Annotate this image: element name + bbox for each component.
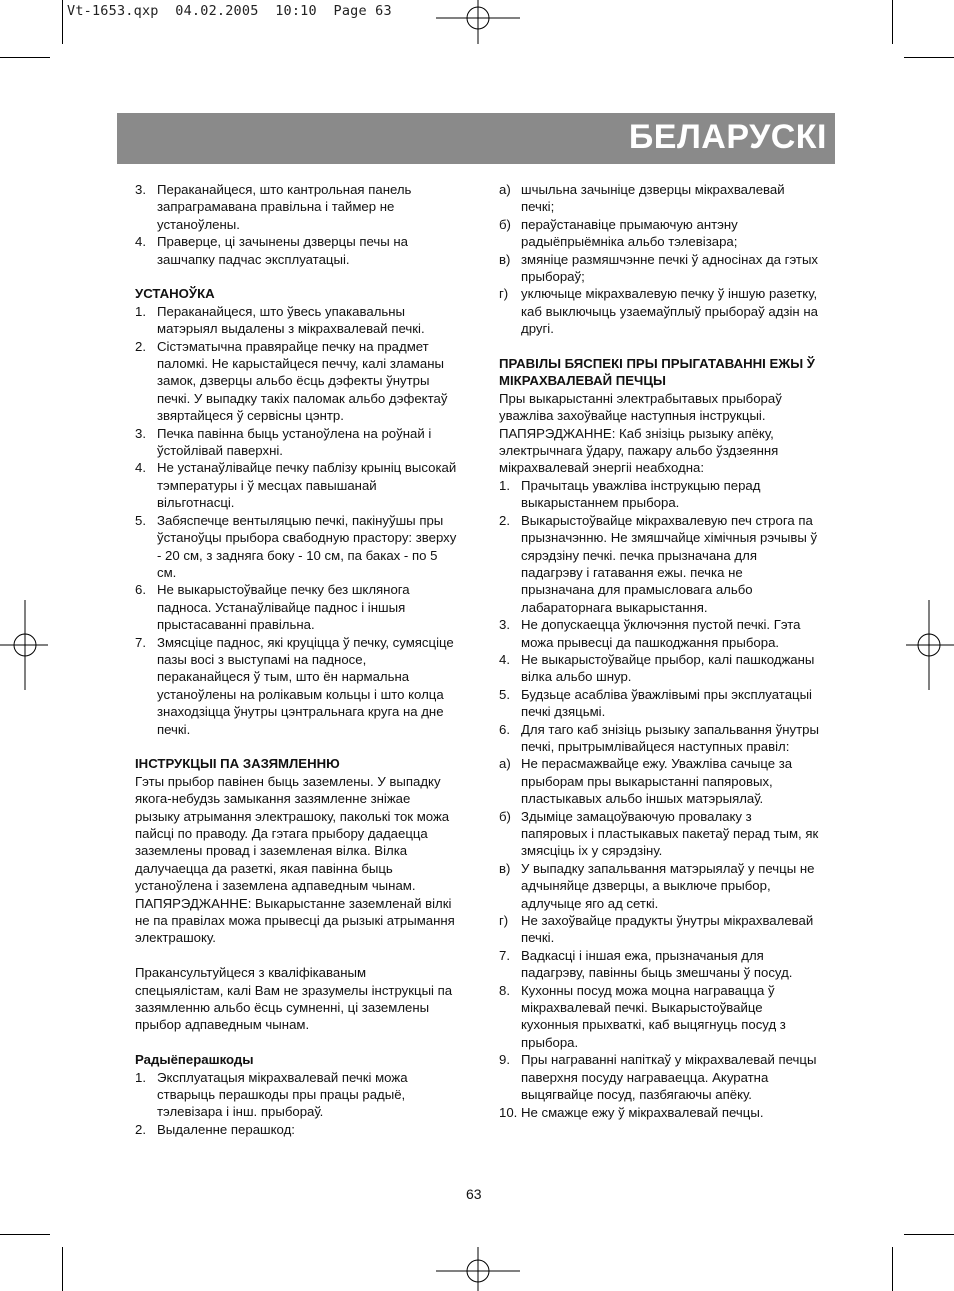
paragraph: Гэты прыбор павінен быць заземлены. У выпадку якога-небудзь замыкання зазямленне зніжае рызыку атрымання электрашоку, паколькі ток можа пайсці по праводу. Да гэтага прыбору дадаецца заземлены провад і заземленая вілка. Вілка далучаецца да разеткі, якая павінна быць устаноўлена і заземлена адпаведным чынам. [135,773,450,894]
list-item-text: Пераканайцеся, што ўвесь упакавальны матэрыял выдалены з мікрахвалевай печкі. [157,303,425,337]
list-item-text: Не выкарыстоўвайце печку без шклянога падноса. Устанаўлівайце паднос і іншыя прыстасаванні правільна. [157,582,410,633]
section-heading: ІНСТРУКЦЫІ ПА ЗАЗЯМЛЕННЮ [135,756,340,772]
list-item-marker: 6. [499,721,510,737]
list-item [499,477,819,512]
crop-mark [904,1234,954,1235]
list-item-text: пераўстанавіце прымаючую антэну радыёпрыёмніка альбо тэлевізара; [521,216,738,250]
list-item [499,251,819,286]
crop-mark [892,1247,893,1291]
list-item-text: Кухонны посуд можа моцна награвацца ў мікрахвалевай печкі. Выкарыстоўвайце кухонныя прыхваткі, каб выцягнуць посуд з прыбора. [521,982,786,1050]
section-heading: Радыёперашкоды [135,1052,254,1068]
list-item-marker: б) [499,216,511,232]
paragraph: 10. Не смажце ежу ў мікрахвалевай печцы. [499,1104,764,1120]
right-column [499,181,819,1121]
list-item-marker: 3. [499,617,510,633]
list-item-text: Печка павінна быць устаноўлена на роўнай і ўстойлівай паверхні. [157,425,432,459]
list-item [135,425,457,460]
list-item-marker: б) [499,808,511,824]
list-item-text: змяніце размяшчэнне печкі ў адносінах да гэтых прыбораў; [521,251,819,285]
list-item-text: Прачытаць уважліва інструкцыю перад выкарыстаннем прыбора. [521,477,761,511]
paragraph: ПАПЯРЭДЖАННЕ: Выкарыстанне заземленай вілкі не па правілах можа прывесці да рызыкі атрымання электрашоку. [135,895,455,946]
list-item-marker: 9. [499,1052,510,1068]
list-item-text: Не допускаецца ўключэння пустой печкі. Гэта можа прывесці да пашкоджання прыбора. [521,617,801,650]
list-item-text: Выдаленне перашкод: [157,1121,295,1137]
list-item-marker: 2. [135,338,146,354]
spacer [135,947,457,964]
list-item-marker: 5. [499,686,510,702]
list-item [135,303,457,338]
list-item [135,338,457,425]
list-item-text: шчыльна зачыніце дзверцы мікрахвалевай печкі; [521,182,785,215]
crop-mark [904,57,954,58]
list-item-marker: 4. [135,234,146,250]
list-item-marker: г) [499,913,509,929]
spacer [135,738,457,755]
spacer [499,338,819,355]
list-item [499,616,819,651]
list-item [135,581,457,633]
list-item [499,285,819,337]
registration-mark-icon [906,600,954,690]
list-item [135,233,457,268]
paragraph: ПАПЯРЭДЖАННЕ: Каб знізіць рызыку апёку, электрычнага ўдару, пажару альбо ўздзеяння мікрахвалевай энергіі неабходна: [499,425,779,476]
list-item [135,1121,457,1138]
list-item [499,512,819,616]
list-item [135,512,457,582]
list-item-marker: 2. [135,1121,146,1137]
list-item-marker: 6. [135,582,146,598]
list-item [135,1069,457,1121]
list-item-text: Пераканайцеся, што кантрольная панель запраграмавана правільна і таймер не устаноўлены. [157,182,412,232]
list-item-text: Не перасмажвайце ежу. Уважліва сачыце за прыборам пры выкарыстанні папяровых, пластыкавых альбо іншых матэрыялаў. [521,756,793,807]
list-item-text: Забяспечце вентыляцыю печкі, пакінуўшы пры ўстаноўцы прыбора свабодную прастору: зверху - 20 см, з задняга боку - 10 см, па баках - по 5 см. [157,512,457,580]
list-item-marker: 2. [499,512,510,528]
list-item-marker: 7. [135,634,146,650]
spacer [135,268,457,285]
list-item [499,860,819,912]
list-item [135,181,457,233]
registration-mark-icon [436,1247,520,1291]
list-item-text: Выкарыстоўвайце мікрахвалевую печ строга па прызначэнню. Не змяшчайце хімічныя рэчывы ў сярэдзіну печкі. печка прызначана для падагрэву і гатавання ежы. печка не прызначана для прамысловага альбо лабараторнага выкарыстання. [521,512,818,615]
list-item-marker: 4. [135,460,146,476]
list-item-marker: 3. [135,425,146,441]
list-item-text: Не выкарыстоўвайце прыбор, калі пашкоджаны вілка альбо шнур. [521,651,815,685]
list-item-text: Эксплуатацыя мікрахвалевай печкі можа стварыць перашкоды пры працы радыё, тэлевізара і інш. прыбораў. [157,1069,408,1120]
list-item [499,808,819,860]
paragraph: Пры выкарыстанні электрабытавых прыбораў уважліва захоўвайце наступныя інструкцыі. [499,390,782,424]
section-heading: УСТАНОЎКА [135,286,215,302]
list-item-marker: 1. [135,303,146,319]
list-item [499,947,819,982]
list-item-text: У выпадку запальвання матэрыялаў у печцы не адчыняйце дзверцы, а выключе прыбор, адлучыце яго ад сеткі. [521,860,815,911]
list-item [499,216,819,251]
page-number: 63 [466,1186,482,1202]
list-item-marker: 3. [135,182,146,197]
registration-mark-icon [436,0,520,44]
spacer [135,1034,457,1051]
file-slug-line: Vt-1653.qxp 04.02.2005 10:10 Page 63 [67,3,392,19]
list-item-text: Пры награванні напіткаў у мікрахвалевай печцы паверхня посуду награваецца. Акуратна выцягвайце посуд, пазбягаючы апёку. [521,1052,817,1103]
list-item [499,686,819,721]
list-item-marker: 1. [135,1069,146,1085]
section-title: БЕЛАРУСКІ [628,118,827,156]
list-item-marker: г) [499,286,509,302]
list-item-text: Сістэматычна правярайце печку на прадмет паломкі. Не карыстайцеся печчу, калі зламаны замок, дзверцы альбо ёсць дэфекты ўнутры печкі. У выпадку такіх паломак альбо дэфектаў звяртайцеся ў сервісны цэнтр. [157,338,448,424]
list-item-text: Для таго каб знізіць рызыку запальвання ўнутры печкі, прытрымлівайцеся наступных правіл: [521,721,819,754]
section-banner [117,113,835,164]
list-item-marker: в) [499,251,511,267]
crop-mark [62,0,63,44]
list-item-text: уключыце мікрахвалевую печку ў іншую разетку, каб выключыць узаемаўплыў прыбораў адзін на другі. [521,286,818,337]
list-item-marker: а) [499,756,511,772]
crop-mark [0,57,50,58]
list-item-marker: в) [499,860,511,876]
crop-mark [62,1247,63,1291]
list-item [135,634,457,738]
crop-mark [0,1234,50,1235]
list-item [499,755,819,807]
list-item [499,1051,819,1103]
list-item-marker: 8. [499,982,510,998]
list-item [499,912,819,947]
list-item-text: Не захоўвайце прадукты ўнутры мікрахвалевай печкі. [521,913,814,946]
list-item-text: Праверце, ці зачынены дзверцы печы на зашчапку падчас эксплуатацыі. [157,234,408,267]
list-item [499,721,819,756]
paragraph: Пракансультуйцеся з кваліфікаваным спецыялістам, калі Вам не зразумелы інструкцыі па зазямленню альбо ёсць сумненні, ці заземлены прыбор адпаведным чынам. [135,965,453,1033]
list-item-text: Вадкасці і іншая ежа, прызначаныя для падагрэву, павінны быць змешчаны ў посуд. [521,947,793,981]
list-item-marker: а) [499,182,511,197]
list-item-marker: 4. [499,651,510,667]
list-item-text: Здыміце замацоўваючую провалаку з папяровых і пластыкавых пакетаў перад тым, як змясціць іх у сярэдзіну. [521,808,819,859]
list-item [499,651,819,686]
left-column [135,181,457,1138]
registration-mark-icon [0,600,48,690]
list-item-text: Не устанаўлівайце печку паблізу крыніц высокай тэмпературы і ў месцах павышанай вільготнасці. [157,460,457,511]
list-item-text: Будзьце асабліва ўважлівымі пры эксплуатацыі печкі дзяцьмі. [521,686,812,720]
list-item-marker: 1. [499,477,510,493]
list-item [499,982,819,1052]
section-heading: ПРАВІЛЫ БЯСПЕКІ ПРЫ ПРЫГАТАВАННІ ЕЖЫ Ў МІКРАХВАЛЕВАЙ ПЕЧЦЫ [499,356,816,389]
list-item [135,459,457,511]
crop-mark [892,0,893,44]
list-item-marker: 7. [499,947,510,963]
list-item-marker: 5. [135,512,146,528]
list-item [499,181,819,216]
list-item-text: Змясціце паднос, які круціцца ў печку, сумясціце пазы восі з выступамі на падносе, пераканайцеся ў тым, што ён нармальна устаноўлены на ролікавым кольцы і што колца знаходзіцца ўнутры цэнтральнага круга на дне печкі. [157,634,454,737]
